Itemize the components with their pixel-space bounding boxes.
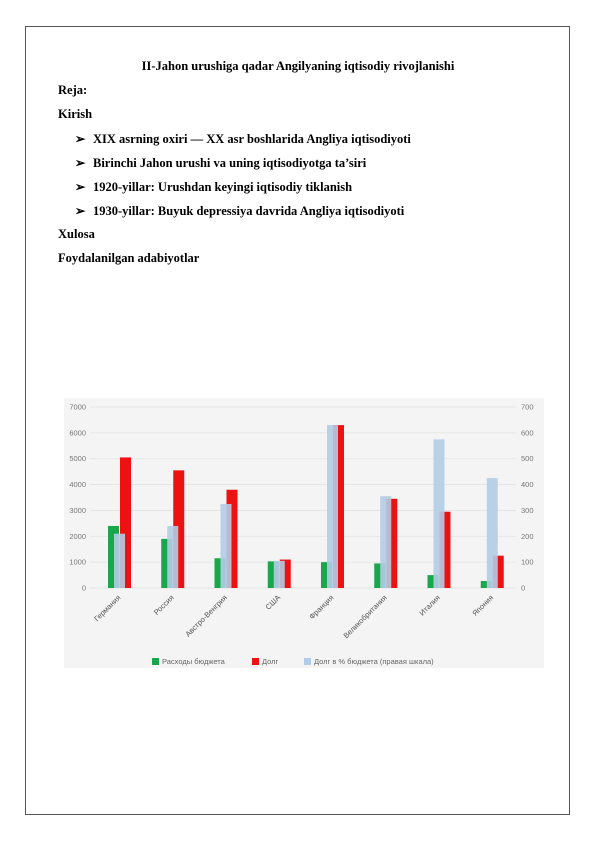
bar-debt-percent-budget [114, 534, 125, 588]
arrow-right-icon: ➢ [75, 156, 86, 170]
y-left-tick-label: 7000 [69, 402, 86, 412]
y-right-tick-label: 200 [521, 531, 534, 541]
legend-label: Долг в % бюджета (правая шкала) [314, 657, 434, 666]
plan-item-text: 1930-yillar: Buyuk depressiya davrida Angliya iqtisodiyoti [93, 204, 405, 218]
plan-item [75, 179, 352, 195]
plan-item-text: Birinchi Jahon urushi va uning iqtisodiyotga ta’siri [93, 156, 367, 170]
y-left-tick-label: 0 [81, 583, 86, 593]
category-label: США [263, 593, 283, 612]
category-label: Австро-Венгрия [183, 593, 229, 639]
category-label: Россия [151, 593, 176, 617]
y-left-tick-label: 3000 [69, 505, 86, 515]
legend-swatch [152, 658, 159, 665]
bar-debt-percent-budget [167, 526, 178, 588]
intro-heading: Kirish [58, 107, 93, 121]
arrow-right-icon: ➢ [75, 180, 86, 194]
arrow-right-icon: ➢ [75, 204, 86, 218]
y-left-tick-label: 2000 [69, 531, 86, 541]
arrow-right-icon: ➢ [75, 132, 86, 146]
references-heading: Foydalanilgan adabiyotlar [58, 251, 200, 265]
y-right-tick-label: 500 [521, 454, 534, 464]
y-right-tick-label: 100 [521, 557, 534, 567]
plan-item [75, 131, 411, 147]
plan-item-text: 1920-yillar: Urushdan keyingi iqtisodiy tiklanish [93, 180, 353, 194]
y-right-tick-label: 300 [521, 505, 534, 515]
y-left-tick-label: 4000 [69, 480, 86, 490]
document-title: II-Jahon urushiga qadar Angilyaning iqtisodiy rivojlanishi [141, 59, 455, 73]
bar-debt-percent-budget [221, 504, 232, 588]
y-left-tick-label: 6000 [69, 428, 86, 438]
plan-label: Reja: [58, 83, 88, 97]
y-left-tick-label: 5000 [69, 454, 86, 464]
category-label: Италия [417, 593, 442, 618]
bar-debt-percent-budget [327, 425, 338, 588]
bar-debt-percent-budget [274, 561, 285, 588]
y-right-tick-label: 700 [521, 402, 534, 412]
chart-svg [64, 398, 544, 668]
category-label: Япония [470, 593, 496, 618]
legend-swatch [252, 658, 259, 665]
plan-item [75, 203, 404, 219]
legend-label: Расходы бюджета [162, 657, 225, 666]
bar-debt-percent-budget [380, 496, 391, 588]
bar-debt-percent-budget [434, 439, 445, 588]
legend-label: Долг [262, 657, 279, 666]
plan-item [75, 155, 366, 171]
plan-item-text: XIX asrning oxiri — XX asr boshlarida Angliya iqtisodiyoti [93, 132, 411, 146]
conclusion-heading: Xulosa [58, 227, 95, 241]
legend-swatch [304, 658, 311, 665]
category-label: Германия [92, 593, 123, 624]
y-right-tick-label: 400 [521, 480, 534, 490]
category-label: Великобритания [341, 593, 389, 641]
y-right-tick-label: 0 [521, 583, 526, 593]
category-label: Франция [307, 593, 336, 622]
debt-chart [64, 398, 544, 668]
y-right-tick-label: 600 [521, 428, 534, 438]
bar-debt-percent-budget [487, 478, 498, 588]
y-left-tick-label: 1000 [69, 557, 86, 567]
